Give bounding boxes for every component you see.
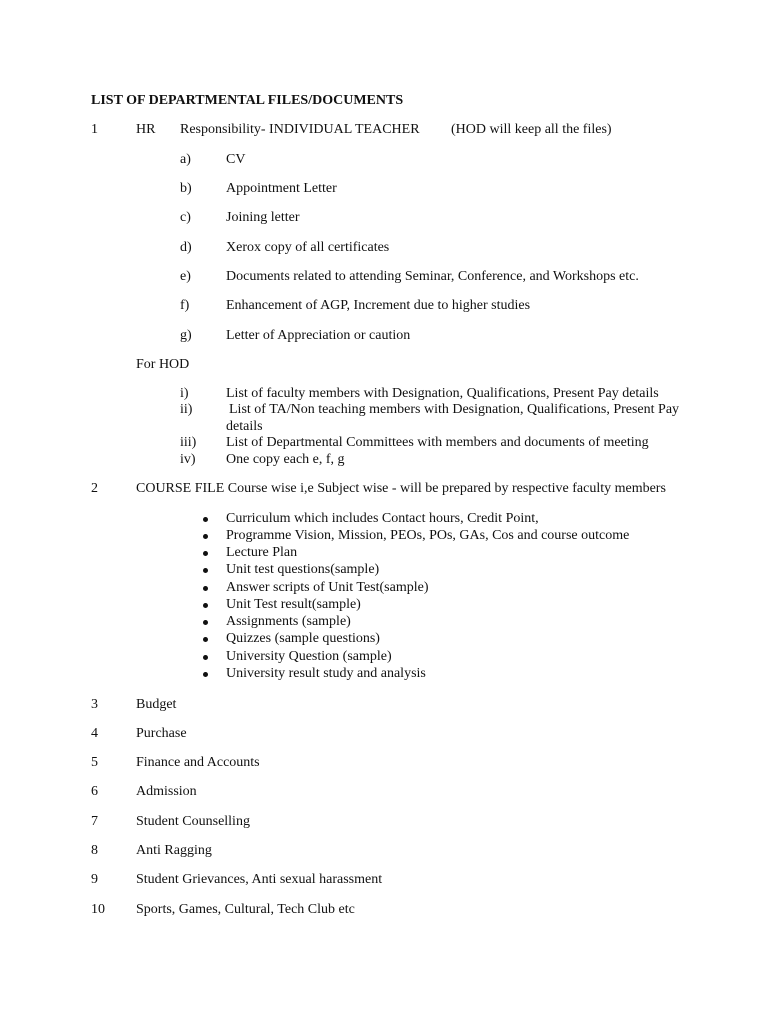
section-number: 5 [91,755,98,770]
bullet-icon [203,655,208,660]
section-item: Purchase [136,726,187,741]
section-number: 9 [91,872,98,887]
bullet-icon [203,534,208,539]
section-item: Admission [136,784,197,799]
bullet-item: Programme Vision, Mission, PEOs, POs, GAs, Cos and course outcome [226,528,630,543]
section-number: 2 [91,481,98,496]
section-number: 8 [91,843,98,858]
list-item: One copy each e, f, g [226,452,345,467]
bullet-item: University result study and analysis [226,666,426,681]
bullet-icon [203,586,208,591]
list-item-continuation: details [226,419,263,434]
section-item: Sports, Games, Cultural, Tech Club etc [136,902,355,917]
hod-heading: For HOD [136,357,190,372]
section-item: Student Grievances, Anti sexual harassment [136,872,383,887]
responsibility-note: (HOD will keep all the files) [451,122,612,137]
bullet-item: Unit Test result(sample) [226,597,361,612]
section-item: Finance and Accounts [136,755,260,770]
section-item: Anti Ragging [136,843,212,858]
section-number: 1 [91,122,98,137]
course-file-heading: COURSE FILE Course wise i,e Subject wise - will be prepared by respective faculty members [136,481,666,496]
bullet-icon [203,568,208,573]
responsibility-text: Responsibility- INDIVIDUAL TEACHER [180,122,420,137]
list-marker: iv) [180,452,196,467]
bullet-item: Assignments (sample) [226,614,351,629]
list-item: Appointment Letter [226,181,337,196]
list-marker: d) [180,240,192,255]
section-label: HR [136,122,156,137]
bullet-item: Lecture Plan [226,545,298,560]
list-marker: iii) [180,435,197,450]
bullet-icon [203,603,208,608]
list-marker: i) [180,386,189,401]
list-marker: ii) [180,402,193,417]
bullet-item: Answer scripts of Unit Test(sample) [226,580,429,595]
section-number: 10 [91,902,105,917]
page-title: LIST OF DEPARTMENTAL FILES/DOCUMENTS [91,93,404,108]
bullet-icon [203,637,208,642]
list-item: Documents related to attending Seminar, Conference, and Workshops etc. [226,269,639,284]
list-marker: c) [180,210,191,225]
bullet-icon [203,672,208,677]
bullet-item: University Question (sample) [226,649,392,664]
bullet-icon [203,620,208,625]
bullet-icon [203,517,208,522]
list-marker: a) [180,152,191,167]
list-marker: e) [180,269,191,284]
bullet-item: Unit test questions(sample) [226,562,380,577]
list-item: Letter of Appreciation or caution [226,328,411,343]
list-item: List of Departmental Committees with members and documents of meeting [226,435,649,450]
list-item: Xerox copy of all certificates [226,240,390,255]
list-item: List of faculty members with Designation, Qualifications, Present Pay details [226,386,659,401]
list-marker: f) [180,298,190,313]
section-number: 3 [91,697,98,712]
list-item: List of TA/Non teaching members with Designation, Qualifications, Present Pay [229,402,680,417]
section-item: Budget [136,697,177,712]
bullet-icon [203,551,208,556]
section-number: 6 [91,784,98,799]
section-item: Student Counselling [136,814,250,829]
bullet-item: Curriculum which includes Contact hours, Credit Point, [226,511,539,526]
bullet-item: Quizzes (sample questions) [226,631,380,646]
list-item: Enhancement of AGP, Increment due to higher studies [226,298,531,313]
list-item: CV [226,152,246,167]
list-marker: g) [180,328,192,343]
section-number: 7 [91,814,98,829]
list-marker: b) [180,181,192,196]
section-number: 4 [91,726,98,741]
list-item: Joining letter [226,210,300,225]
